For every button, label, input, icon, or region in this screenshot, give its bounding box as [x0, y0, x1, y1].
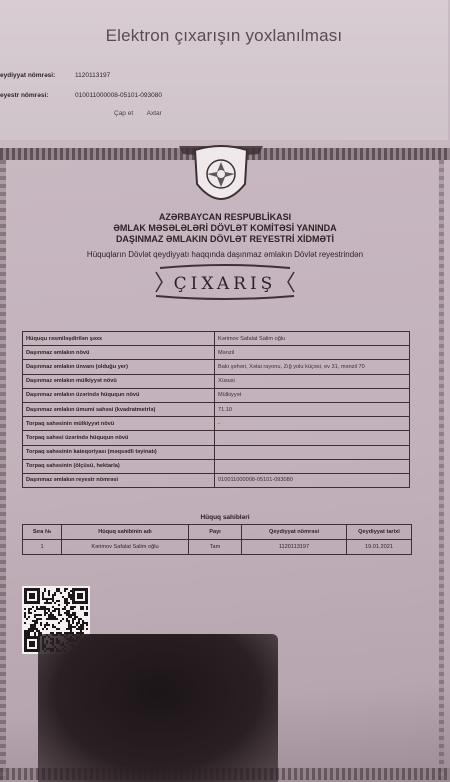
row-value: Xüsusi [215, 374, 410, 388]
header-line: AZƏRBAYCAN RESPUBLİKASI [158, 212, 292, 222]
table-row [23, 445, 410, 459]
header-line: DAŞINMAZ ƏMLAKIN DÖVLƏT REYESTRİ XİDMƏTİ [115, 234, 335, 244]
verification-panel [0, 0, 448, 150]
document-title: ÇIXARIŞ [173, 274, 277, 294]
column-header: Sıra № [23, 525, 62, 540]
table-row [23, 346, 410, 360]
table-row [23, 431, 410, 445]
row-value: 71.10 [215, 402, 410, 416]
owner-number: 1 [23, 540, 62, 555]
column-header: Hüquq sahibinin adı [62, 525, 189, 540]
row-label: Daşınmaz əmlakın növü [23, 346, 215, 360]
table-row [23, 540, 412, 555]
row-value: Bakı şəhəri, Xətai rayonu, Zığ yolu küçəsi, ev 31, mənzil 70 [215, 360, 410, 374]
row-value: 010011000008-05101-093080 [215, 473, 410, 487]
property-details-table [22, 331, 410, 488]
owner-share: Tam [189, 540, 242, 555]
table-row [23, 459, 410, 473]
row-label: Torpaq sahəsinin (ölçüsü, hektarla) [23, 459, 215, 473]
field-label: eydiyyat nömrəsi: [0, 72, 56, 79]
owner-name: Kərimov Safalat Salim oğlu [62, 540, 189, 555]
table-row [23, 332, 410, 346]
row-value: Mülkiyyət [215, 388, 410, 402]
page-title: Elektron çıxarışın yoxlanılması [105, 26, 343, 45]
row-label: Torpaq sahəsinin mülkiyyət növü [23, 417, 215, 431]
search-link[interactable]: Axtar [146, 110, 162, 117]
field-label: eyestr nömrəsi: [0, 92, 49, 99]
row-value: Mənzil [215, 346, 410, 360]
table-row [23, 388, 410, 402]
column-header: Payı [189, 525, 242, 540]
registration-number-value: 1120113197 [75, 72, 111, 79]
photo-shadow [38, 634, 278, 782]
table-row [23, 473, 410, 487]
table-row [23, 402, 410, 416]
header-line: ƏMLAK MƏSƏLƏLƏRİ DÖVLƏT KOMİTƏSİ YANINDA [113, 223, 337, 233]
column-header: Qeydiyyat nömrəsi [242, 525, 347, 540]
row-value: Kərimov Safalat Salim oğlu [215, 332, 410, 346]
row-value [215, 431, 410, 445]
print-link[interactable]: Çap et [114, 110, 134, 117]
document-title-ribbon [150, 264, 300, 300]
row-label: Daşınmaz əmlakın reyestr nömrəsi [23, 473, 215, 487]
action-links [114, 110, 174, 117]
extract-document [0, 140, 450, 782]
document-subtitle: Hüquqların Dövlət qeydiyyatı haqqında daşınmaz əmlakın Dövlət reyestrindən [86, 250, 364, 259]
row-value: - [215, 417, 410, 431]
row-label: Daşınmaz əmlakın ümumi sahəsi (kvadratmetrlə) [23, 402, 215, 416]
owner-registration-number: 1120113197 [242, 540, 347, 555]
row-label: Torpaq sahəsi üzərində hüququn növü [23, 431, 215, 445]
owners-section-title: Hüquq sahibləri [200, 514, 250, 521]
row-value [215, 459, 410, 473]
owners-header-row [23, 525, 412, 540]
table-row [23, 360, 410, 374]
state-emblem-icon [175, 144, 267, 210]
registry-number-value: 010011000008-05101-093080 [75, 92, 162, 99]
owner-registration-date: 19.01.2021 [347, 540, 412, 555]
row-label: Hüququ rəsmiləşdirilən şəxs [23, 332, 215, 346]
row-value [215, 445, 410, 459]
owners-table [22, 524, 412, 555]
row-label: Daşınmaz əmlakın üzərində hüququn növü [23, 388, 215, 402]
table-row [23, 374, 410, 388]
column-header: Qeydiyyat tarixi [347, 525, 412, 540]
row-label: Torpaq sahəsinin kateqoriyası (məqsədli təyinatı) [23, 445, 215, 459]
row-label: Daşınmaz əmlakın ünvanı (olduğu yer) [23, 360, 215, 374]
table-row [23, 417, 410, 431]
row-label: Daşınmaz əmlakın mülkiyyət növü [23, 374, 215, 388]
